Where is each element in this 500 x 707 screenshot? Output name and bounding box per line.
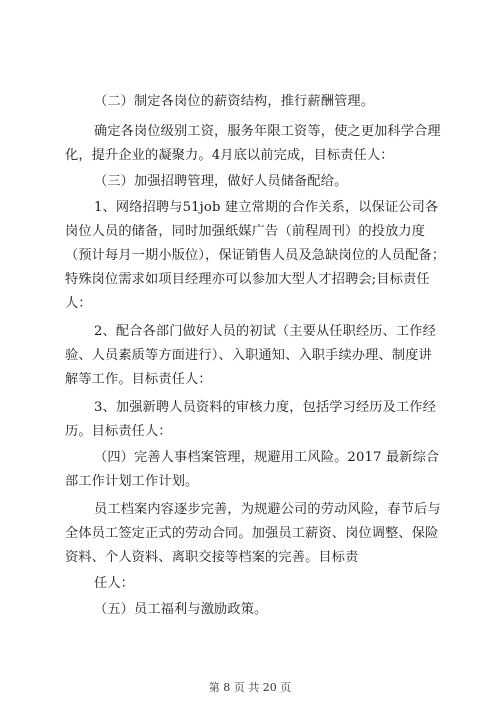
text-line: （四）完善人事档案管理，规避用工风险。2017 最新综合 (94, 450, 440, 465)
text-line: 2、配合各部门做好人员的初试（主要从任职经历、工作经 (94, 324, 436, 339)
text-line: 1、网络招聘与51job 建立常期的合作关系，以保证公司各 (94, 200, 439, 215)
text-line: 历。目标责任人： (65, 424, 172, 439)
text-line: （五）员工福利与激励政策。 (94, 602, 268, 617)
text-line: 验、人员素质等方面进行）、入职通知、入职手续办理、制度讲 (65, 348, 432, 363)
text-line: 特殊岗位需求如项目经理亦可以参加大型人才招聘会;目标责任 (65, 272, 430, 287)
page-number-footer: 第 8 页 共 20 页 (208, 681, 292, 694)
text-line: 确定各岗位级别工资，服务年限工资等，使之更加科学合理 (94, 124, 441, 139)
text-line: 解等工作。目标责任人： (65, 372, 212, 387)
text-line: （三）加强招聘管理，做好人员储备配给。 (94, 174, 348, 189)
text-line: 3、加强新聘人员资料的审核力度，包括学习经历及工作经 (94, 400, 436, 415)
text-line: 人： (65, 296, 92, 311)
text-line: 化，提升企业的凝聚力。4月底以前完成，目标责任人： (65, 148, 394, 163)
text-line: 任人： (94, 576, 135, 591)
text-line: （二）制定各岗位的薪资结构，推行薪酬管理。 (94, 94, 375, 109)
text-line: 岗位人员的储备，同时加强纸媒广告（前程周刊）的投放力度 (65, 224, 426, 239)
text-line: 员工档案内容逐步完善，为规避公司的劳动风险，春节后与 (94, 502, 441, 517)
text-line: （预计每月一期小版位），保证销售人员及急缺岗位的人员配备； (65, 248, 446, 263)
text-line: 全体员工签定正式的劳动合同。加强员工薪资、岗位调整、保险 (65, 526, 439, 541)
text-line: 资料、个人资料、离职交接等档案的完善。目标责 (65, 550, 359, 565)
text-line: 部工作计划工作计划。 (65, 474, 199, 489)
